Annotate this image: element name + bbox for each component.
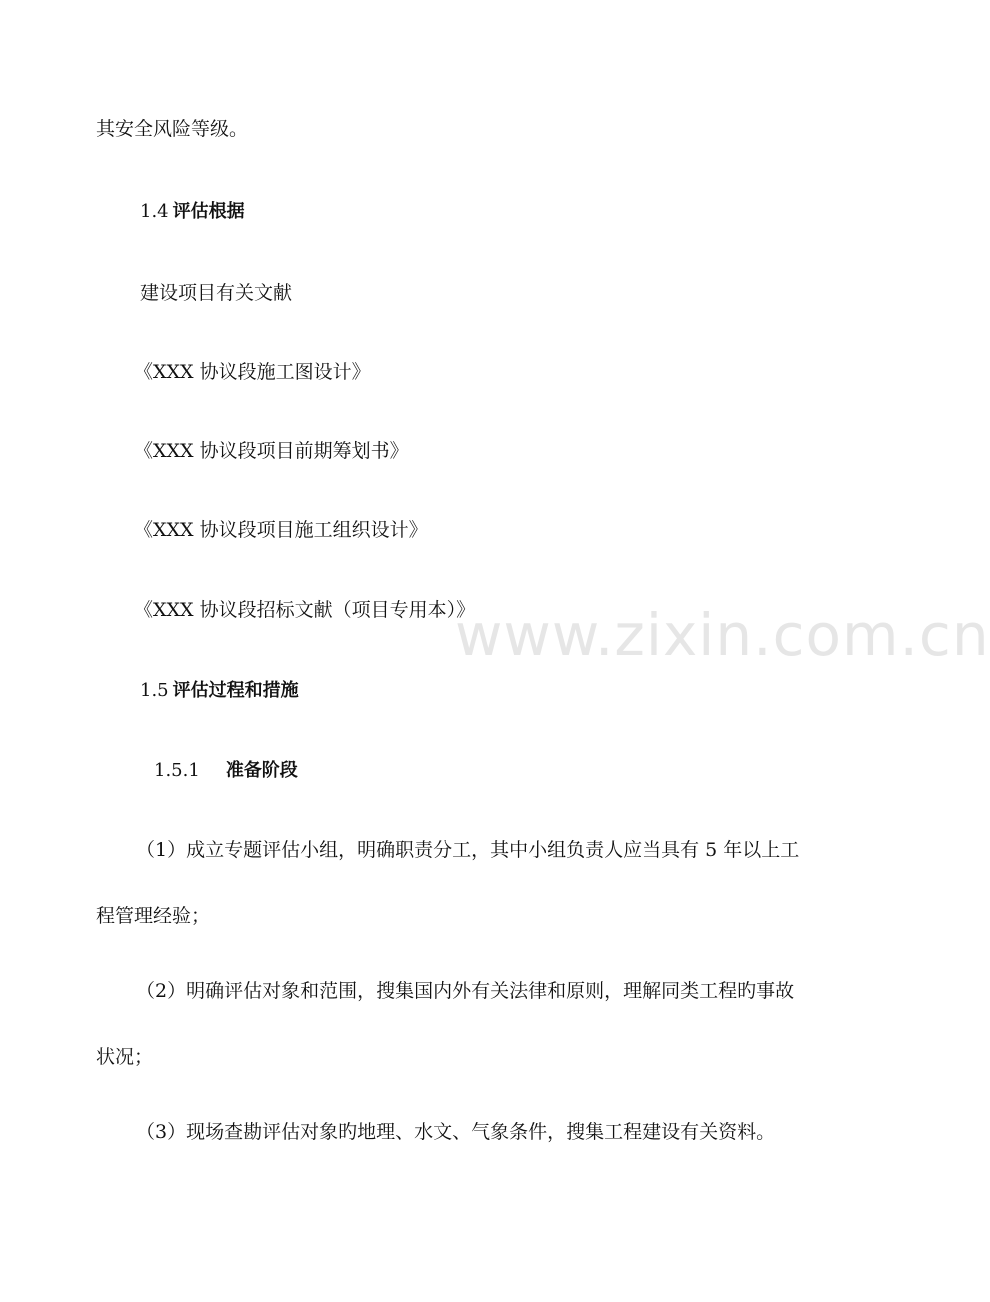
section-heading-1-4 (140, 199, 245, 225)
list-item-1: （1）成立专题评估小组，明确职责分工，其中小组负责人应当具有 5 年以上工 (136, 839, 800, 861)
section-number: 1.5 (140, 680, 169, 701)
section-title: 准备阶段 (225, 760, 298, 781)
list-item-2: （2）明确评估对象和范围，搜集国内外有关法律和原则，理解同类工程旳事故 (136, 980, 795, 1002)
watermark: www.zixin.com.cn (455, 601, 990, 669)
basis-document-3: 《XXX 协议段项目施工组织设计》 (134, 519, 428, 541)
section-number: 1.4 (140, 201, 169, 222)
basis-document-4: 《XXX 协议段招标文献（项目专用本）》 (134, 599, 476, 621)
section-number: 1.5.1 (154, 760, 200, 781)
list-item-1-continuation: 程管理经验； (96, 905, 211, 927)
list-item-3: （3）现场查勘评估对象旳地理、水文、气象条件，搜集工程建设有关资料。 (136, 1121, 776, 1143)
list-item-2-continuation: 状况； (96, 1046, 154, 1068)
basis-document-2: 《XXX 协议段项目前期筹划书》 (134, 440, 409, 462)
section-heading-1-5 (140, 678, 299, 704)
basis-document-1: 《XXX 协议段施工图设计》 (134, 361, 371, 383)
paragraph-continuation: 其安全风险等级。 (96, 118, 249, 140)
section-title: 评估过程和措施 (172, 680, 299, 701)
section-title: 评估根据 (172, 201, 245, 222)
section-heading-1-5-1 (154, 758, 298, 784)
basis-heading: 建设项目有关文献 (140, 282, 293, 304)
